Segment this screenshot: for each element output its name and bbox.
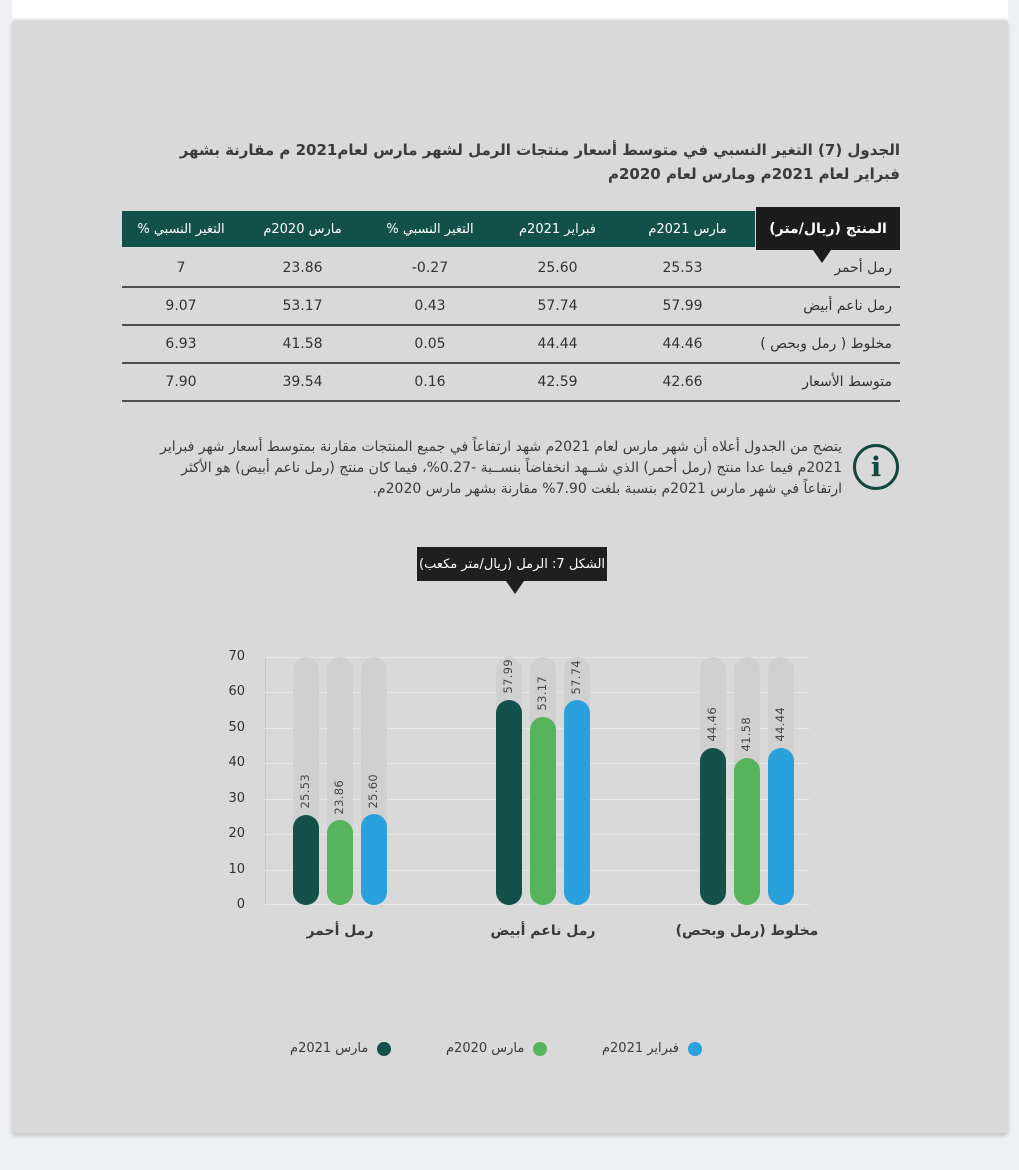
top-page-strip (12, 0, 1008, 18)
bar-value-label: 53.17 (535, 676, 549, 711)
table-row (122, 250, 900, 288)
y-tick: 20 (228, 826, 245, 841)
cell-change-mom: -0.27 (411, 260, 449, 276)
column-header-mar2020: مارس 2020م (263, 221, 342, 237)
product-column-header (756, 207, 900, 250)
bar-s0-c2 (700, 748, 726, 906)
legend-item-mar2021 (290, 1041, 391, 1056)
cell-mar2020: 23.86 (282, 260, 323, 276)
table-header (122, 211, 755, 247)
legend-label: مارس 2021م (290, 1041, 369, 1056)
y-axis-line (265, 657, 266, 905)
cell-change-yoy: 7 (176, 260, 186, 276)
legend-item-mar2020 (446, 1041, 547, 1056)
table-body (122, 250, 900, 402)
bar-s0-c1 (496, 700, 522, 905)
cell-feb2021: 44.44 (537, 336, 578, 352)
cell-mar2021: 44.46 (662, 336, 703, 352)
figure-caption (417, 547, 607, 581)
bar-value-label: 57.99 (501, 659, 515, 694)
table-title: الجدول (7) التغير النسبي في متوسط أسعار منتجات الرمل لشهر مارس لعام2021 م مقارنة بشهر فبراير لعام 2021م ومارس لعام 2020م (179, 141, 900, 183)
cell-feb2021: 57.74 (537, 298, 578, 314)
bar-value-label: 41.58 (739, 717, 753, 752)
column-header-feb2021: فبراير 2021م (518, 221, 596, 237)
cell-change-yoy: 7.90 (165, 374, 197, 390)
cell-product: رمل أحمر (834, 260, 892, 276)
y-tick: 70 (228, 649, 245, 664)
cell-feb2021: 25.60 (537, 260, 578, 276)
y-tick: 0 (236, 897, 245, 912)
x-category-label: رمل أحمر (306, 923, 374, 939)
cell-product: مخلوط ( رمل وبحص ) (760, 336, 892, 352)
cell-product: متوسط الأسعار (802, 374, 892, 390)
bar-s1-c1 (530, 717, 556, 905)
bar-value-label: 44.44 (773, 707, 787, 742)
cell-change-mom: 0.43 (414, 298, 446, 314)
column-header-mar2021: مارس 2021م (648, 221, 727, 237)
cell-mar2020: 53.17 (282, 298, 323, 314)
table-row (122, 364, 900, 402)
chart-legend (290, 1041, 702, 1056)
cell-mar2021: 25.53 (662, 260, 703, 276)
cell-change-mom: 0.16 (414, 374, 446, 390)
info-icon: i (853, 444, 899, 490)
y-tick: 40 (228, 755, 245, 770)
bar-value-label: 44.46 (705, 707, 719, 742)
bar-value-label: 57.74 (569, 660, 583, 695)
column-header-change-yoy: التغير النسبي % (137, 221, 225, 237)
table-row (122, 326, 900, 364)
y-tick: 10 (228, 862, 245, 877)
bar-s2-c0 (361, 814, 387, 905)
legend-item-feb2021 (602, 1041, 702, 1056)
x-category-label: رمل ناعم أبيض (490, 923, 596, 939)
figure-caption-arrow-icon (506, 581, 524, 594)
figure-caption-label: الشكل 7: الرمل (ريال/متر مكعب) (419, 556, 606, 572)
cell-change-yoy: 6.93 (165, 336, 197, 352)
cell-mar2021: 42.66 (662, 374, 703, 390)
cell-mar2020: 41.58 (282, 336, 323, 352)
analysis-note: يتضح من الجدول أعلاه أن شهر مارس لعام 2021م شهد ارتفاعاً في جميع المنتجات مقارنة بمتوسط أسعار شهر فبراير 2021م فيما عدا منتج (رمل أحمر) الذي شــهد انخفاضاً بنســبة -0.27%، فيما كان منتج (رمل ناعم أبيض) هو الأكثر ارتفاعاً في شهر مارس 2021م بنسبة بلغت 7.90% مقارنة بشهر مارس 2020م. (160, 439, 842, 497)
y-tick: 60 (228, 684, 245, 699)
cell-feb2021: 42.59 (537, 374, 578, 390)
legend-dot-mar2021 (377, 1042, 391, 1056)
legend-dot-feb2021 (688, 1042, 702, 1056)
legend-dot-mar2020 (533, 1042, 547, 1056)
cell-mar2020: 39.54 (282, 374, 323, 390)
bar-s2-c2 (768, 748, 794, 905)
bar-s1-c0 (327, 820, 353, 905)
bar-value-label: 23.86 (332, 780, 346, 815)
legend-label: مارس 2020م (445, 1041, 525, 1056)
product-column-header-label: المنتج (ريال/متر) (769, 220, 887, 237)
table-row (122, 288, 900, 326)
legend-label: فبراير 2021م (601, 1041, 679, 1056)
cell-change-yoy: 9.07 (165, 298, 197, 314)
cell-product: رمل ناعم أبيض (803, 298, 892, 314)
plot-area (265, 657, 810, 905)
y-tick: 50 (228, 720, 245, 735)
bar-s0-c0 (293, 815, 319, 905)
y-tick: 30 (228, 791, 245, 806)
cell-change-mom: 0.05 (414, 336, 446, 352)
bar-s1-c2 (734, 758, 760, 905)
cell-mar2021: 57.99 (662, 298, 703, 314)
bar-s2-c1 (564, 700, 590, 905)
column-header-change-mom: التغير النسبي % (386, 221, 474, 237)
x-category-label: مخلوط (رمل وبحص) (675, 923, 819, 939)
bar-value-label: 25.60 (366, 773, 380, 809)
bar-chart (200, 645, 830, 957)
bar-value-label: 25.53 (298, 774, 312, 809)
